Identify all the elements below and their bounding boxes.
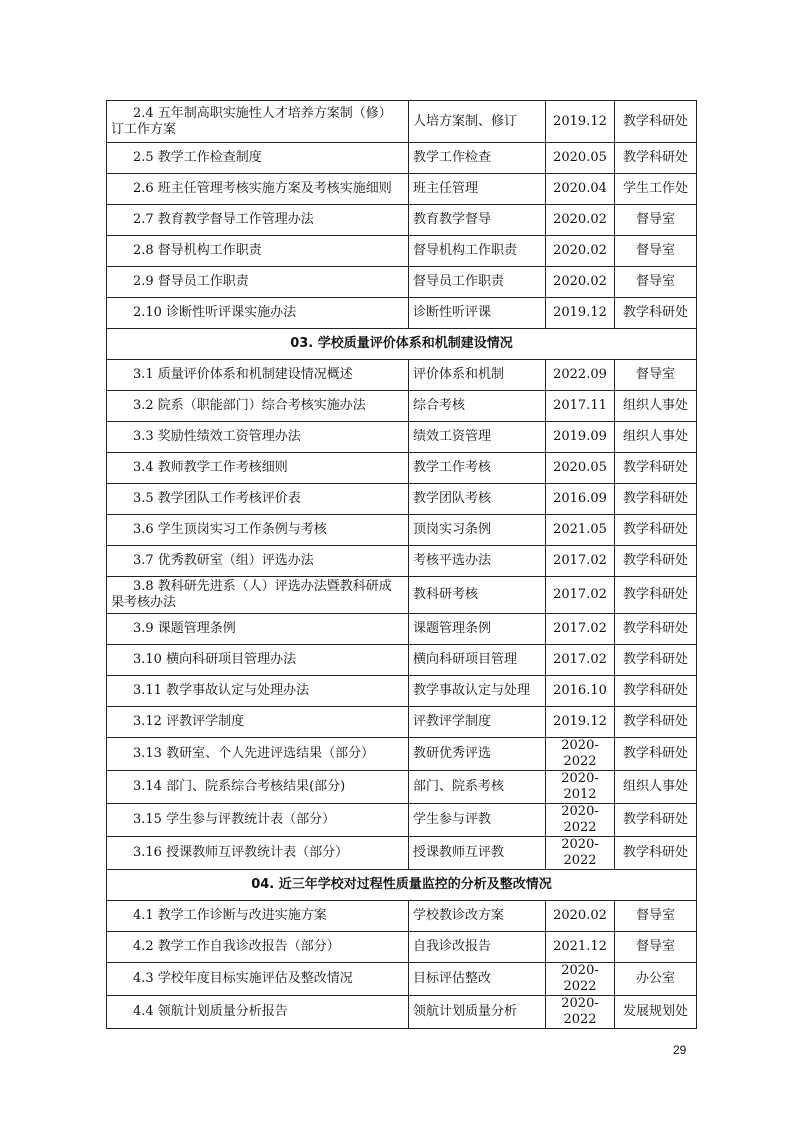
date-cell: 2020.05 bbox=[546, 453, 615, 484]
item-name-cell: 2.9 督导员工作职责 bbox=[107, 267, 409, 298]
table-row bbox=[107, 515, 697, 546]
department-cell: 教学科研处 bbox=[615, 837, 697, 870]
item-name-cell: 3.11 教学事故认定与处理办法 bbox=[107, 676, 409, 707]
basis-cell: 评教评学制度 bbox=[409, 707, 546, 738]
department-cell: 教学科研处 bbox=[615, 515, 697, 546]
item-name-cell: 2.5 教学工作检查制度 bbox=[107, 143, 409, 174]
department-cell: 办公室 bbox=[615, 963, 697, 996]
department-cell: 学生工作处 bbox=[615, 174, 697, 205]
table-row bbox=[107, 391, 697, 422]
date-cell: 2020.02 bbox=[546, 267, 615, 298]
basis-cell: 教研优秀评选 bbox=[409, 738, 546, 771]
date-cell: 2020.05 bbox=[546, 143, 615, 174]
department-cell: 督导室 bbox=[615, 267, 697, 298]
basis-cell: 考核平选办法 bbox=[409, 546, 546, 577]
basis-cell: 教学工作考核 bbox=[409, 453, 546, 484]
basis-cell: 授课教师互评教 bbox=[409, 837, 546, 870]
item-name-cell: 3.15 学生参与评教统计表（部分） bbox=[107, 804, 409, 837]
basis-cell: 督导机构工作职责 bbox=[409, 236, 546, 267]
item-name-cell: 3.10 横向科研项目管理办法 bbox=[107, 645, 409, 676]
table-row bbox=[107, 205, 697, 236]
department-cell: 督导室 bbox=[615, 932, 697, 963]
date-cell: 2020-2022 bbox=[546, 804, 615, 837]
basis-cell: 人培方案制、修订 bbox=[409, 101, 546, 143]
table-row bbox=[107, 453, 697, 484]
department-cell: 教学科研处 bbox=[615, 676, 697, 707]
date-cell: 2017.02 bbox=[546, 645, 615, 676]
table-row bbox=[107, 804, 697, 837]
table-row bbox=[107, 143, 697, 174]
basis-cell: 诊断性听评课 bbox=[409, 298, 546, 329]
item-name-cell: 2.6 班主任管理考核实施方案及考核实施细则 bbox=[107, 174, 409, 205]
date-cell: 2019.09 bbox=[546, 422, 615, 453]
table-row bbox=[107, 101, 697, 143]
basis-cell: 督导员工作职责 bbox=[409, 267, 546, 298]
basis-cell: 综合考核 bbox=[409, 391, 546, 422]
department-cell: 督导室 bbox=[615, 236, 697, 267]
item-name-cell: 2.10 诊断性听评课实施办法 bbox=[107, 298, 409, 329]
department-cell: 教学科研处 bbox=[615, 143, 697, 174]
date-cell: 2020.04 bbox=[546, 174, 615, 205]
table-row bbox=[107, 546, 697, 577]
table-row bbox=[107, 577, 697, 614]
department-cell: 教学科研处 bbox=[615, 546, 697, 577]
date-cell: 2020-2022 bbox=[546, 996, 615, 1029]
item-name-cell: 3.14 部门、院系综合考核结果(部分) bbox=[107, 771, 409, 804]
item-name-cell: 3.13 教研室、个人先进评选结果（部分） bbox=[107, 738, 409, 771]
table-row bbox=[107, 738, 697, 771]
basis-cell: 横向科研项目管理 bbox=[409, 645, 546, 676]
section-title: 04. 近三年学校对过程性质量监控的分析及整改情况 bbox=[107, 870, 697, 901]
table-row bbox=[107, 837, 697, 870]
date-cell: 2020.02 bbox=[546, 901, 615, 932]
item-name-cell: 3.3 奖励性绩效工资管理办法 bbox=[107, 422, 409, 453]
date-cell: 2017.02 bbox=[546, 614, 615, 645]
section-header-row bbox=[107, 329, 697, 360]
item-name-cell: 2.8 督导机构工作职责 bbox=[107, 236, 409, 267]
item-name-cell: 3.6 学生顶岗实习工作条例与考核 bbox=[107, 515, 409, 546]
section-title: 03. 学校质量评价体系和机制建设情况 bbox=[107, 329, 697, 360]
department-cell: 教学科研处 bbox=[615, 738, 697, 771]
date-cell: 2017.02 bbox=[546, 546, 615, 577]
department-cell: 教学科研处 bbox=[615, 645, 697, 676]
table-row bbox=[107, 267, 697, 298]
basis-cell: 教学事故认定与处理 bbox=[409, 676, 546, 707]
department-cell: 督导室 bbox=[615, 901, 697, 932]
item-name-cell: 4.4 领航计划质量分析报告 bbox=[107, 996, 409, 1029]
date-cell: 2016.10 bbox=[546, 676, 615, 707]
table-row bbox=[107, 236, 697, 267]
department-cell: 教学科研处 bbox=[615, 101, 697, 143]
table-row bbox=[107, 707, 697, 738]
document-table bbox=[106, 100, 697, 1029]
date-cell: 2021.12 bbox=[546, 932, 615, 963]
date-cell: 2020.02 bbox=[546, 236, 615, 267]
basis-cell: 课题管理条例 bbox=[409, 614, 546, 645]
basis-cell: 顶岗实习条例 bbox=[409, 515, 546, 546]
date-cell: 2020-2012 bbox=[546, 771, 615, 804]
basis-cell: 学生参与评教 bbox=[409, 804, 546, 837]
basis-cell: 学校教诊改方案 bbox=[409, 901, 546, 932]
department-cell: 教学科研处 bbox=[615, 804, 697, 837]
table-body bbox=[107, 101, 697, 1029]
table-row bbox=[107, 645, 697, 676]
table-row bbox=[107, 174, 697, 205]
page-number: 29 bbox=[673, 1043, 687, 1057]
table-row bbox=[107, 360, 697, 391]
date-cell: 2020-2022 bbox=[546, 837, 615, 870]
item-name-cell: 3.4 教师教学工作考核细则 bbox=[107, 453, 409, 484]
table-row bbox=[107, 932, 697, 963]
item-name-cell: 3.8 教科研先进系（人）评选办法暨教科研成果考核办法 bbox=[107, 577, 409, 614]
table-row bbox=[107, 901, 697, 932]
item-name-cell: 2.4 五年制高职实施性人才培养方案制（修）订工作方案 bbox=[107, 101, 409, 143]
basis-cell: 教科研考核 bbox=[409, 577, 546, 614]
date-cell: 2019.12 bbox=[546, 298, 615, 329]
item-name-cell: 4.1 教学工作诊断与改进实施方案 bbox=[107, 901, 409, 932]
basis-cell: 班主任管理 bbox=[409, 174, 546, 205]
date-cell: 2019.12 bbox=[546, 101, 615, 143]
basis-cell: 教学团队考核 bbox=[409, 484, 546, 515]
table-row bbox=[107, 298, 697, 329]
department-cell: 组织人事处 bbox=[615, 422, 697, 453]
department-cell: 教学科研处 bbox=[615, 298, 697, 329]
department-cell: 教学科研处 bbox=[615, 577, 697, 614]
date-cell: 2017.11 bbox=[546, 391, 615, 422]
basis-cell: 评价体系和机制 bbox=[409, 360, 546, 391]
item-name-cell: 3.5 教学团队工作考核评价表 bbox=[107, 484, 409, 515]
item-name-cell: 3.7 优秀教研室（组）评选办法 bbox=[107, 546, 409, 577]
date-cell: 2020-2022 bbox=[546, 738, 615, 771]
date-cell: 2020-2022 bbox=[546, 963, 615, 996]
item-name-cell: 2.7 教育教学督导工作管理办法 bbox=[107, 205, 409, 236]
item-name-cell: 4.2 教学工作自我诊改报告（部分） bbox=[107, 932, 409, 963]
date-cell: 2017.02 bbox=[546, 577, 615, 614]
department-cell: 教学科研处 bbox=[615, 707, 697, 738]
department-cell: 教学科研处 bbox=[615, 453, 697, 484]
basis-cell: 教学工作检查 bbox=[409, 143, 546, 174]
date-cell: 2016.09 bbox=[546, 484, 615, 515]
basis-cell: 教育教学督导 bbox=[409, 205, 546, 236]
basis-cell: 自我诊改报告 bbox=[409, 932, 546, 963]
item-name-cell: 3.12 评教评学制度 bbox=[107, 707, 409, 738]
table-row bbox=[107, 771, 697, 804]
item-name-cell: 3.16 授课教师互评教统计表（部分） bbox=[107, 837, 409, 870]
basis-cell: 部门、院系考核 bbox=[409, 771, 546, 804]
department-cell: 组织人事处 bbox=[615, 391, 697, 422]
department-cell: 教学科研处 bbox=[615, 484, 697, 515]
date-cell: 2019.12 bbox=[546, 707, 615, 738]
date-cell: 2021.05 bbox=[546, 515, 615, 546]
table-row bbox=[107, 422, 697, 453]
table-row bbox=[107, 963, 697, 996]
section-header-row bbox=[107, 870, 697, 901]
basis-cell: 领航计划质量分析 bbox=[409, 996, 546, 1029]
item-name-cell: 3.9 课题管理条例 bbox=[107, 614, 409, 645]
item-name-cell: 4.3 学校年度目标实施评估及整改情况 bbox=[107, 963, 409, 996]
department-cell: 组织人事处 bbox=[615, 771, 697, 804]
basis-cell: 目标评估整改 bbox=[409, 963, 546, 996]
department-cell: 教学科研处 bbox=[615, 614, 697, 645]
date-cell: 2022.09 bbox=[546, 360, 615, 391]
department-cell: 发展规划处 bbox=[615, 996, 697, 1029]
table-row bbox=[107, 484, 697, 515]
table-row bbox=[107, 676, 697, 707]
item-name-cell: 3.1 质量评价体系和机制建设情况概述 bbox=[107, 360, 409, 391]
date-cell: 2020.02 bbox=[546, 205, 615, 236]
table-row bbox=[107, 996, 697, 1029]
department-cell: 督导室 bbox=[615, 205, 697, 236]
table-row bbox=[107, 614, 697, 645]
department-cell: 督导室 bbox=[615, 360, 697, 391]
basis-cell: 绩效工资管理 bbox=[409, 422, 546, 453]
item-name-cell: 3.2 院系（职能部门）综合考核实施办法 bbox=[107, 391, 409, 422]
